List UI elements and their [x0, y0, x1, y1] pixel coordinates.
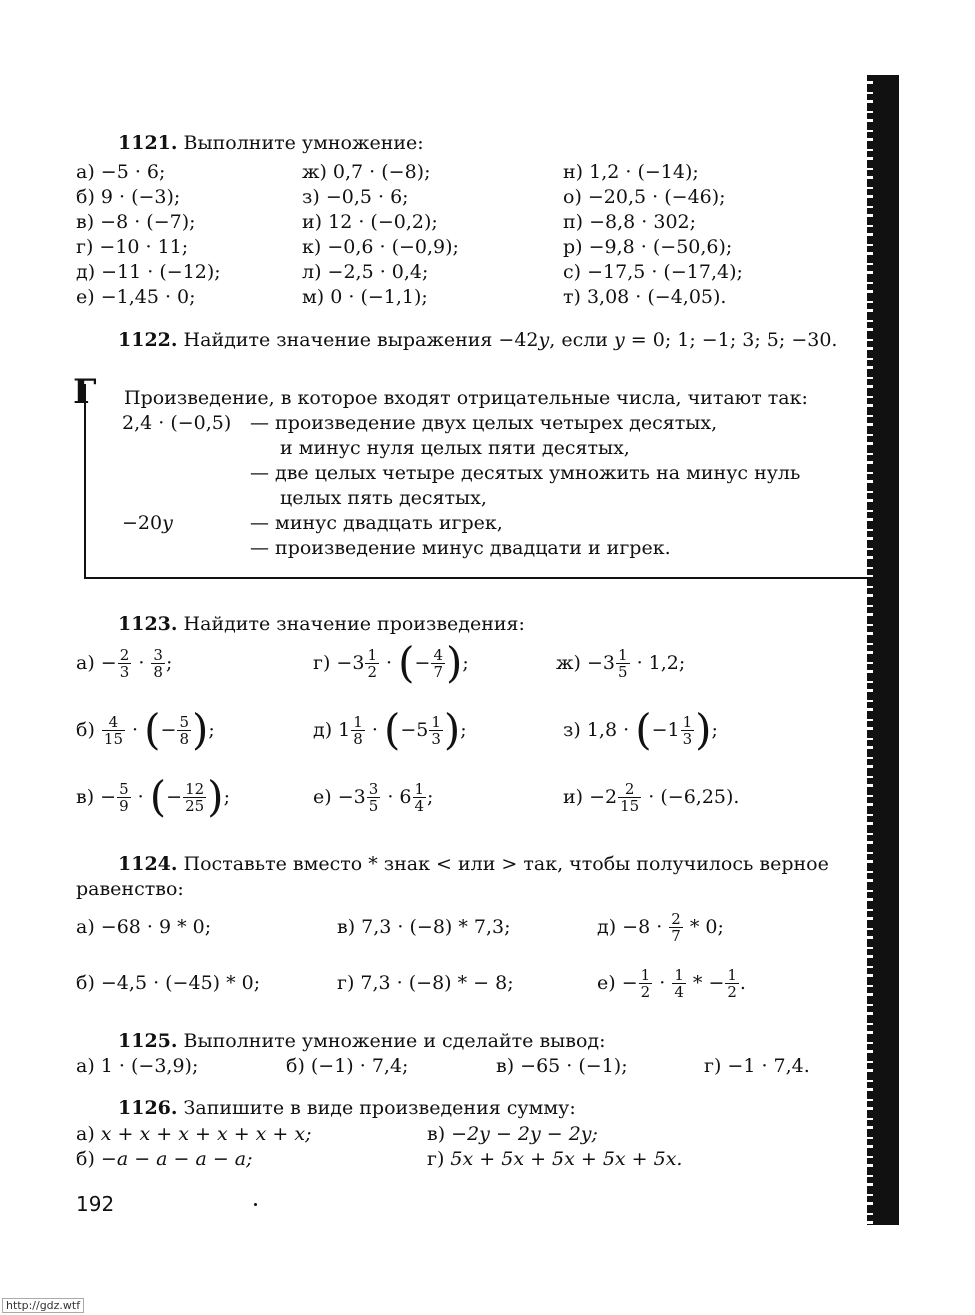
denominator: 15: [103, 729, 123, 748]
whole-part: −5: [400, 719, 429, 741]
item-label: а): [76, 652, 95, 674]
exercise-text: , если: [549, 329, 615, 351]
exercise-1121-col3: [563, 160, 743, 310]
list-item: а) −5 · 6;: [76, 161, 166, 183]
list-item: н) 1,2 · (−14);: [563, 161, 699, 183]
operator: ·: [659, 972, 666, 994]
punct: ;: [460, 719, 467, 741]
fraction: [616, 647, 630, 680]
exercise-1123-g: [313, 640, 469, 686]
numerator: 5: [119, 779, 129, 798]
exercise-1124-heading-cont: равенство:: [76, 878, 184, 900]
whole-part: −1: [651, 719, 680, 741]
right-paren: ): [445, 638, 463, 687]
whole-part: −2: [589, 786, 618, 808]
list-item: б) (−1) · 7,4;: [286, 1055, 409, 1077]
operator: * −: [692, 972, 725, 994]
page-number: 192: [76, 1192, 115, 1216]
fraction: [365, 647, 379, 680]
fraction: [351, 714, 365, 747]
left-paren: (: [398, 638, 415, 687]
denominator: 25: [185, 796, 205, 815]
numerator: 4: [108, 712, 119, 731]
numerator: 1: [414, 779, 425, 798]
fraction: [118, 647, 132, 680]
sign: −: [160, 719, 177, 741]
numerator: 2: [624, 779, 635, 798]
whole-part: −3: [586, 652, 615, 674]
list-item: м) 0 · (−1,1);: [302, 286, 428, 308]
exercise-1125-heading: [118, 1030, 606, 1052]
numerator: 2: [671, 909, 681, 928]
fraction: [429, 714, 443, 747]
list-item: о) −20,5 · (−46);: [563, 186, 726, 208]
operator: ·: [138, 652, 145, 674]
rule-example-2: [122, 512, 173, 534]
exercise-1123-b: [76, 707, 215, 753]
exercise-1124-e: [597, 960, 746, 1006]
expression-part: д) −8 ·: [597, 916, 663, 938]
variable: y: [614, 329, 625, 351]
numerator: 12: [185, 779, 205, 798]
exercise-1126-b: [76, 1148, 253, 1170]
expression: −2y − 2y − 2y;: [451, 1123, 598, 1145]
exercise-1123-i: [563, 774, 739, 820]
fraction: [183, 781, 206, 814]
item-label: д): [313, 719, 333, 741]
numerator: 1: [353, 712, 363, 731]
exercise-1126-heading: [118, 1097, 576, 1119]
expression-rest: · (−6,25).: [648, 786, 740, 808]
numerator: 5: [179, 712, 189, 731]
numerator: 3: [368, 779, 379, 798]
exercise-title: Выполните умножение и сделайте вывод:: [183, 1030, 606, 1052]
expression: −a − a − a − a;: [100, 1148, 253, 1170]
operator: ·: [132, 719, 139, 741]
fraction: [672, 967, 686, 1000]
list-item: ж) 0,7 · (−8);: [302, 161, 431, 183]
right-paren: ): [443, 705, 461, 754]
punct: ;: [208, 719, 215, 741]
fraction: [177, 714, 191, 747]
exercise-text: Найдите значение выражения −42: [183, 329, 539, 351]
rule-example-1: 2,4 · (−0,5): [122, 412, 232, 434]
item-label: ж): [556, 652, 581, 674]
sign: −: [166, 786, 183, 808]
operator: ·: [623, 719, 630, 741]
whole-part: 1,8: [586, 719, 618, 741]
whole-part: −3: [337, 786, 366, 808]
rule-reading: — произведение минус двадцати и игрек.: [250, 537, 671, 559]
watermark-link[interactable]: http://gdz.wtf: [2, 1298, 84, 1313]
expression-part: * 0;: [689, 916, 724, 938]
numerator: 1: [682, 712, 693, 731]
denominator: 3: [682, 729, 693, 748]
list-item: г) −10 · 11;: [76, 236, 189, 258]
fraction: [725, 967, 739, 1000]
exercise-1126-a: [76, 1123, 312, 1145]
stray-dot: [254, 1203, 257, 1206]
punct: ;: [165, 652, 173, 674]
item-label: г): [427, 1148, 445, 1170]
sign: −: [414, 652, 431, 674]
operator: ·: [137, 786, 144, 808]
item-label: в): [427, 1123, 446, 1145]
list-item: г) −1 · 7,4.: [704, 1055, 810, 1077]
fraction: [151, 647, 165, 680]
denominator: 7: [671, 926, 681, 945]
exercise-title: Выполните умножение:: [183, 132, 424, 154]
expression-part: е) −: [597, 972, 638, 994]
left-paren: (: [383, 705, 401, 754]
operator: ·: [386, 652, 393, 674]
rule-reading: — минус двадцать игрек,: [250, 512, 503, 534]
punct: .: [739, 972, 746, 994]
expression: 5x + 5x + 5x + 5x + 5x.: [450, 1148, 683, 1170]
rule-marker-icon: Г: [73, 372, 97, 412]
item-label: е): [313, 786, 332, 808]
list-item: к) −0,6 · (−0,9);: [302, 236, 459, 258]
item-label: з): [563, 719, 581, 741]
exercise-1123-v: [76, 774, 230, 820]
rule-reading: — произведение двух целых четырех десятых,: [250, 412, 718, 434]
fraction: [639, 967, 653, 1000]
item-label: б): [76, 719, 95, 741]
numerator: 3: [153, 645, 163, 664]
denominator: 3: [119, 662, 130, 681]
denominator: 5: [617, 662, 628, 681]
exercise-title: Поставьте вместо * знак < или > так, чтобы получилось верное: [183, 853, 829, 875]
sign: −: [100, 652, 117, 674]
left-paren: (: [144, 705, 161, 754]
exercise-number: 1125.: [118, 1030, 178, 1052]
denominator: 4: [674, 982, 684, 1001]
right-paren: ): [192, 705, 209, 754]
exercise-1126-g: [427, 1148, 682, 1170]
item-label: г): [313, 652, 331, 674]
list-item: с) −17,5 · (−17,4);: [563, 261, 743, 283]
fraction: [431, 647, 445, 680]
numerator: 1: [431, 712, 441, 731]
fraction: [669, 911, 683, 944]
item-label: в): [76, 786, 95, 808]
exercise-1124-d: [597, 904, 724, 950]
exercise-1124-v: в) 7,3 · (−8) * 7,3;: [337, 916, 511, 938]
operator: ·: [371, 719, 378, 741]
variable: y: [162, 512, 173, 534]
page-edge-shadow: [872, 75, 899, 1225]
numerator: 4: [433, 645, 443, 664]
rule-reading: целых пять десятых,: [280, 487, 487, 509]
rule-reading: — две целых четыре десятых умножить на минус нуль: [250, 462, 801, 484]
exercise-1121-col2: [302, 160, 459, 310]
exercise-1123-a: [76, 640, 172, 686]
punct: ;: [711, 719, 718, 741]
exercise-1124-b: б) −4,5 · (−45) * 0;: [76, 972, 261, 994]
list-item: л) −2,5 · 0,4;: [302, 261, 429, 283]
list-item: п) −8,8 · 302;: [563, 211, 697, 233]
exercise-1123-d: [313, 707, 467, 753]
denominator: 9: [119, 796, 129, 815]
exercise-number: 1122.: [118, 329, 178, 351]
exercise-title: Найдите значение произведения:: [183, 613, 525, 635]
rule-intro: Произведение, в которое входят отрицательные числа, читают так:: [124, 387, 808, 409]
exercise-1123-zh: [556, 640, 685, 686]
whole-part: · 6: [387, 786, 412, 808]
list-item: д) −11 · (−12);: [76, 261, 221, 283]
exercise-number: 1121.: [118, 132, 178, 154]
right-paren: ): [207, 772, 224, 821]
fraction: [102, 714, 125, 747]
list-item: в) −8 · (−7);: [76, 211, 196, 233]
numerator: 1: [640, 965, 651, 984]
fraction: [618, 781, 641, 814]
expression: x + x + x + x + x + x;: [100, 1123, 312, 1145]
rule-reading: и минус нуля целых пяти десятых,: [280, 437, 630, 459]
exercise-1123-e: [313, 774, 433, 820]
sign: −: [100, 786, 117, 808]
denominator: 3: [431, 729, 441, 748]
punct: ;: [223, 786, 230, 808]
list-item: б) 9 · (−3);: [76, 186, 181, 208]
exercise-1121-col1: [76, 160, 221, 310]
list-item: и) 12 · (−0,2);: [302, 211, 438, 233]
left-paren: (: [635, 705, 652, 754]
denominator: 8: [353, 729, 363, 748]
whole-part: −3: [336, 652, 365, 674]
denominator: 5: [368, 796, 379, 815]
numerator: 1: [367, 645, 377, 664]
expression-rest: · 1,2;: [636, 652, 686, 674]
list-item: а) 1 · (−3,9);: [76, 1055, 199, 1077]
list-item: р) −9,8 · (−50,6);: [563, 236, 733, 258]
numerator: 1: [674, 965, 684, 984]
variable: y: [538, 329, 550, 351]
numerator: 1: [617, 645, 628, 664]
right-paren: ): [695, 705, 712, 754]
denominator: 2: [727, 982, 737, 1001]
exercise-1121-heading: [118, 132, 424, 154]
punct: ;: [427, 786, 434, 808]
denominator: 2: [367, 662, 377, 681]
denominator: 15: [620, 796, 640, 815]
whole-part: 1: [338, 719, 351, 741]
left-paren: (: [149, 772, 167, 821]
exercise-number: 1124.: [118, 853, 178, 875]
numerator: 2: [119, 645, 130, 664]
denominator: 8: [179, 729, 189, 748]
denominator: 8: [153, 662, 163, 681]
exercise-number: 1126.: [118, 1097, 178, 1119]
rule-number: −20: [122, 512, 163, 534]
list-item: в) −65 · (−1);: [496, 1055, 628, 1077]
item-label: а): [76, 1123, 95, 1145]
list-item: е) −1,45 · 0;: [76, 286, 196, 308]
exercise-1124-g: г) 7,3 · (−8) * − 8;: [337, 972, 514, 994]
fraction: [117, 781, 131, 814]
denominator: 2: [640, 982, 651, 1001]
exercise-number: 1123.: [118, 613, 178, 635]
exercise-1126-v: [427, 1123, 598, 1145]
exercise-title: Запишите в виде произведения сумму:: [183, 1097, 576, 1119]
exercise-1124-heading: [118, 853, 829, 875]
denominator: 7: [433, 662, 443, 681]
fraction: [413, 781, 427, 814]
exercise-text: = 0; 1; −1; 3; 5; −30.: [624, 329, 838, 351]
exercise-1122: [118, 329, 837, 351]
exercise-1124-a: а) −68 · 9 * 0;: [76, 916, 212, 938]
list-item: з) −0,5 · 6;: [302, 186, 409, 208]
fraction: [681, 714, 695, 747]
numerator: 1: [727, 965, 737, 984]
punct: ;: [462, 652, 469, 674]
exercise-1123-heading: [118, 613, 525, 635]
denominator: 4: [414, 796, 425, 815]
list-item: т) 3,08 · (−4,05).: [563, 286, 727, 308]
item-label: и): [563, 786, 584, 808]
item-label: б): [76, 1148, 95, 1170]
fraction: [367, 781, 381, 814]
exercise-1123-z: [563, 707, 718, 753]
